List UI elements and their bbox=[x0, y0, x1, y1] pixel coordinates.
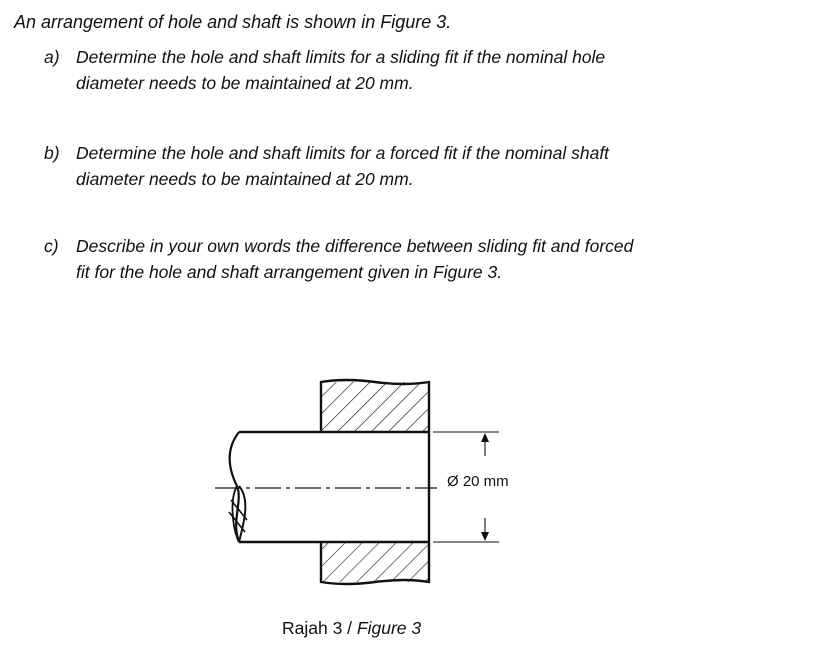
question-line: diameter needs to be maintained at 20 mm. bbox=[76, 169, 414, 189]
question-line: Determine the hole and shaft limits for a sliding fit if the nominal hole bbox=[76, 47, 606, 67]
hole-shaft-drawing bbox=[195, 370, 555, 610]
hole-shaft-figure bbox=[195, 370, 555, 610]
question-line: fit for the hole and shaft arrangement given in Figure 3. bbox=[76, 262, 503, 282]
question-letter: b) bbox=[44, 143, 60, 163]
question-line: Describe in your own words the difference between sliding fit and forced bbox=[76, 236, 634, 256]
question-c bbox=[44, 233, 633, 285]
dimension-label: Ø 20 mm bbox=[447, 473, 509, 490]
figure-caption bbox=[282, 618, 421, 639]
question-letter: c) bbox=[44, 236, 59, 256]
lower-hole-wall bbox=[321, 542, 429, 584]
shaft bbox=[229, 432, 429, 542]
question-line: Determine the hole and shaft limits for a forced fit if the nominal shaft bbox=[76, 143, 610, 163]
question-letter: a) bbox=[44, 47, 60, 67]
question-b bbox=[44, 140, 609, 192]
question-line: diameter needs to be maintained at 20 mm. bbox=[76, 73, 414, 93]
intro-text: An arrangement of hole and shaft is shown in Figure 3. bbox=[14, 12, 452, 32]
question-a bbox=[44, 44, 605, 96]
dimension-arrow-up bbox=[481, 433, 489, 456]
caption-english: Figure 3 bbox=[356, 618, 422, 638]
caption-malay: Rajah 3 / bbox=[282, 618, 357, 638]
upper-hole-wall bbox=[321, 380, 429, 432]
dimension-arrow-down bbox=[481, 518, 489, 541]
